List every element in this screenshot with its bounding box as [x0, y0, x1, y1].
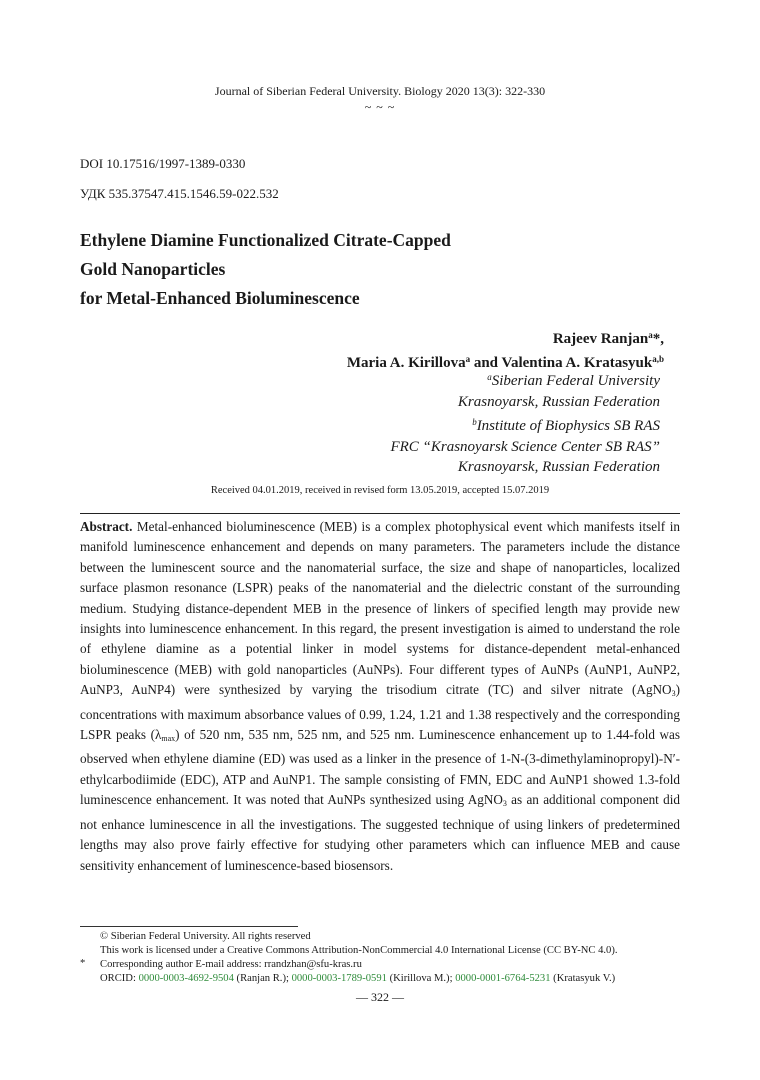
received-dates: Received 04.01.2019, received in revised form 13.05.2019, accepted 15.07.2019: [210, 485, 550, 496]
doi: DOI 10.17516/1997-1389-0330: [80, 156, 246, 171]
affiliation-a: [390, 367, 660, 392]
author-sup: a: [465, 354, 471, 364]
affiliation-a-location: Krasnoyarsk, Russian Federation: [457, 393, 660, 410]
affiliation-b-location: Krasnoyarsk, Russian Federation: [457, 459, 660, 475]
udk-code: УДК 535.37547.415.1546.59-022.532: [80, 186, 279, 201]
corresponding-star: *: [80, 958, 86, 969]
footnote-divider: [80, 926, 298, 927]
divider: [80, 513, 680, 514]
orcid-label: ORCID:: [100, 973, 139, 984]
affiliation-b-name: Institute of Biophysics SB RAS: [476, 418, 660, 434]
affiliation-sup: b: [472, 417, 477, 427]
affiliation-a-name: Siberian Federal University: [491, 373, 660, 389]
abstract-label: Abstract.: [80, 519, 133, 534]
subscript: max: [161, 734, 176, 744]
journal-header: Journal of Siberian Federal University. Biology 2020 13(3): 322-330: [214, 84, 546, 98]
author-sup: a: [648, 330, 653, 340]
license-note: This work is licensed under a Creative Commons Attribution-NonCommercial 4.0 International License (CC BY-NC 4.0).: [100, 945, 618, 956]
author-kratasyuk: Valentina A. Kratasyuk: [501, 355, 653, 371]
subscript: 3: [671, 689, 676, 699]
paper-title: [80, 226, 680, 313]
abstract-text-4: as an additional component did not enhance luminescence in all the investigations. The suggested technique of using linkers of predetermined lengths may also prove fairly effective for studying other parameters which can influence MEB and cause sensitivity enhancement of luminescence-based biosensors.: [80, 792, 680, 873]
subscript: 3: [502, 799, 507, 809]
affiliation-sup: a: [487, 372, 492, 382]
title-line-3: for Metal-Enhanced Bioluminescence: [80, 288, 360, 308]
abstract-text-2: ) concentrations with maximum absorbance values of 0.99, 1.24, 1.21 and 1.38 respectively and the corresponding LSPR peaks (λ: [80, 682, 680, 743]
abstract: [80, 517, 680, 876]
page-number: — 322 —: [356, 990, 404, 1004]
orcid-link-kirillova[interactable]: 0000-0003-1789-0591: [291, 973, 387, 984]
affiliation-b-center: FRC “Krasnoyarsk Science Center SB RAS”: [390, 438, 660, 455]
orcid-name: (Kratasyuk V.): [550, 973, 616, 984]
orcid-link-ranjan[interactable]: 0000-0003-4692-9504: [138, 973, 234, 984]
affiliation-b: [390, 412, 660, 437]
title-line-2: Gold Nanoparticles: [80, 259, 226, 279]
title-line-1: Ethylene Diamine Functionalized Citrate-Capped: [80, 230, 451, 250]
orcid-name: (Kirillova M.);: [386, 973, 456, 984]
orcid-line: [100, 972, 615, 986]
author-line-1: [347, 325, 664, 349]
orcid-name: (Ranjan R.);: [233, 973, 292, 984]
author-and: and: [470, 355, 502, 371]
author-ranjan: Rajeev Ranjan: [552, 331, 649, 347]
author-kirillova: Maria A. Kirillova: [346, 355, 466, 371]
corresponding-mark: *,: [652, 331, 664, 347]
abstract-text-1: Metal-enhanced bioluminescence (MEB) is a complex photophysical event which manifests itself in manifold luminescence enhancement and depends on many parameters. The parameters include the distance between the luminescent source and the nanomaterial surface, the size and shape of nanoparticles, localized surface plasmon resonance (LSPR) peaks of the nanomaterial and the dielectric constant of the surrounding medium. Studying distance-dependent MEB in the presence of linkers of specified length may provide new insights into luminescence enhancement. In this regard, the present investigation is aimed to understand the role of ethylene diamine as a potential linker in model systems for distance-dependent metal-enhanced bioluminescence (MEB) with gold nanoparticles (AuNPs). Four different types of AuNPs (AuNP1, AuNP2, AuNP3, AuNP4) were synthesized by varying the trisodium citrate (TC) and silver nitrate (AgNO: [80, 519, 680, 698]
header-separator: ~ ~ ~: [364, 100, 396, 114]
affiliations: [390, 367, 660, 478]
author-sup: a,b: [652, 354, 664, 364]
orcid-link-kratasyuk[interactable]: 0000-0001-6764-5231: [455, 973, 551, 984]
corresponding-email: Corresponding author E-mail address: rrandzhan@sfu-kras.ru: [100, 959, 362, 970]
author-list: [347, 325, 664, 373]
abstract-text-3: ) of 520 nm, 535 nm, 525 nm, and 525 nm. Luminescence enhancement up to 1.44-fold was observed when ethylene diamine (ED) was used as a linker in the presence of 1-N-(3-dimethylaminopropyl)-N′-ethylcarbodiimide (EDC), ATP and AuNP1. The sample consisting of FMN, EDC and AuNP1 showed 1.3-fold luminescence enhancement. It was noted that AuNPs synthesized using AgNO: [80, 727, 680, 808]
copyright-note: © Siberian Federal University. All rights reserved: [100, 931, 311, 942]
